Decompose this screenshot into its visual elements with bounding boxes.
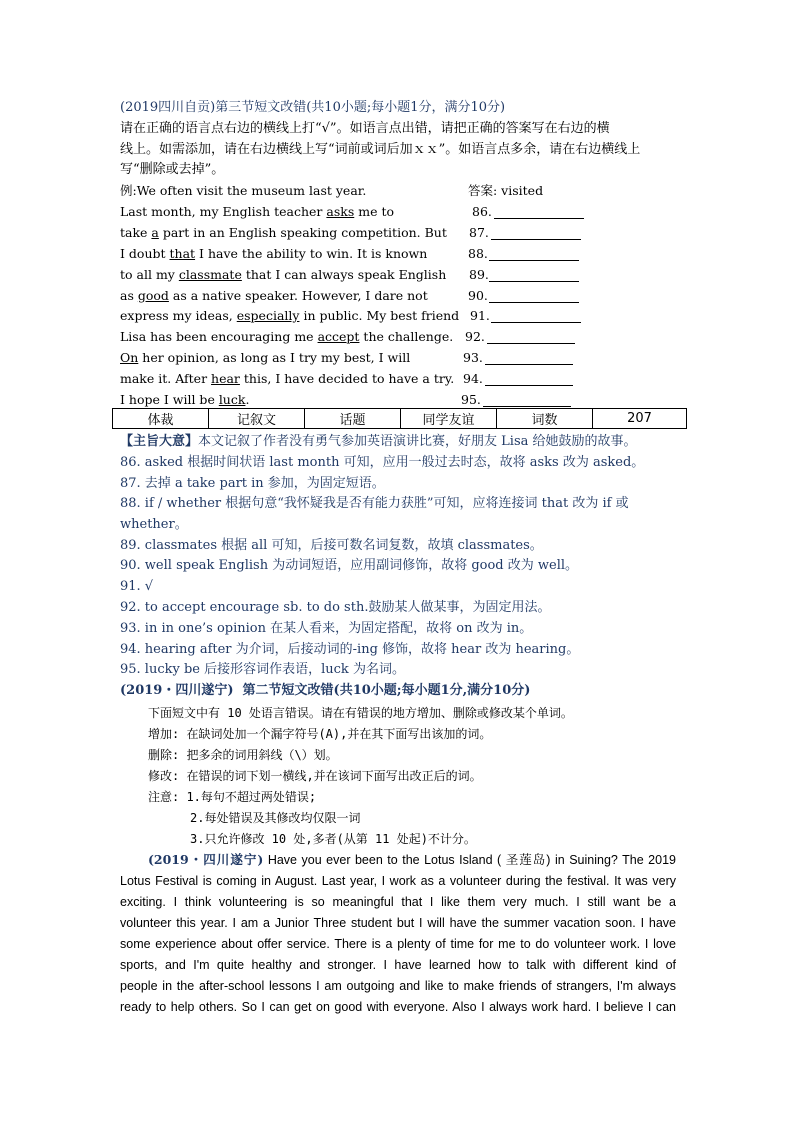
rule-line: 2.每处错误及其修改均仅限一词: [190, 811, 361, 825]
table-cell: 话题: [305, 409, 401, 429]
marked-word: On: [120, 350, 139, 365]
answer-line: 86. asked 根据时间状语 last month 可知，应用一般过去时态，故将 asks 改为 asked。: [120, 455, 645, 470]
question-number: 89.: [469, 267, 489, 282]
answer-line: 90. well speak English 为动词短语，应用副词修饰，故将 good 改为 well。: [120, 558, 579, 573]
answer-blank[interactable]: [485, 364, 573, 365]
question-number: 93.: [463, 350, 483, 365]
instruction-line: 请在正确的语言点右边的横线上打“√”。如语言点出错，请把正确的答案写在右边的横: [120, 121, 610, 136]
passage-text: the challenge.: [359, 329, 454, 344]
answer-blank[interactable]: [483, 406, 571, 407]
passage-text: that I can always speak English: [241, 267, 447, 282]
passage-text: take: [120, 225, 152, 240]
passage-line: [120, 350, 410, 366]
passage-text: me to: [354, 204, 394, 219]
answer-line: 92. to accept encourage sb. to do sth.鼓励某人做某事，为固定用法。: [120, 600, 551, 615]
passage-line: [120, 392, 249, 408]
passage-text: I have the ability to win. It is known: [195, 246, 428, 261]
passage-line: exciting. I think volunteering is so meaningful that I like them very much. I still want be a: [120, 895, 676, 909]
question-number: 91.: [470, 308, 490, 323]
summary-tag: 【主旨大意】: [120, 434, 199, 449]
passage-line: sports, and I'm quite healthy and stronger. I have learned how to talk with different kind of: [120, 958, 676, 972]
question-number: 86.: [472, 204, 492, 219]
rule-line: 注意: 1.每句不超过两处错误;: [148, 790, 317, 804]
question-number: 88.: [468, 246, 488, 261]
answer-line: 87. 去掉 a take part in 参加，为固定短语。: [120, 476, 385, 491]
passage-text: I hope I will be: [120, 392, 219, 407]
question-number: 92.: [465, 329, 485, 344]
table-row: [113, 409, 687, 429]
question-number: 90.: [468, 288, 488, 303]
answer-blank[interactable]: [491, 322, 581, 323]
marked-word: especially: [236, 308, 300, 323]
answer-line: 89. classmates 根据 all 可知，后接可数名词复数，故填 classmates。: [120, 538, 543, 553]
passage-text: make it. After: [120, 371, 212, 386]
marked-word: that: [169, 246, 196, 261]
table-cell: 词数: [497, 409, 593, 429]
summary-text: 本文记叙了作者没有勇气参加英语演讲比赛，好朋友 Lisa 给她鼓励的故事。: [198, 434, 637, 449]
marked-word: hear: [211, 371, 240, 386]
passage-text: in public. My best friend: [299, 308, 460, 323]
marked-word: luck: [218, 392, 246, 407]
rule-line: 增加: 在缺词处加一个漏字符号(A),并在其下面写出该加的词。: [148, 727, 492, 741]
section2-title: 第二节短文改错(共10小题;每小题1分,满分10分): [242, 683, 531, 698]
answer-line: 88. if / whether 根据句意“我怀疑我是否有能力获胜”可知，应将连接词 that 改为 if 或: [120, 496, 629, 511]
passage-line: [120, 246, 427, 262]
example-sentence: 例:We often visit the museum last year.: [120, 183, 367, 198]
answer-blank[interactable]: [489, 281, 579, 282]
answer-line: whether。: [120, 517, 188, 532]
passage-line: people in the after-school lessons I am outgoing and like to make friends of strangers, I'm always: [120, 979, 676, 993]
passage-line: [120, 267, 446, 283]
info-table: [112, 408, 687, 429]
passage-text: to all my: [120, 267, 179, 282]
table-cell: 体裁: [113, 409, 209, 429]
answer-blank[interactable]: [487, 343, 575, 344]
section2-source: (2019・四川遂宁): [120, 683, 234, 698]
marked-word: a: [151, 225, 159, 240]
rule-line: 下面短文中有 10 处语言错误。请在有错误的地方增加、删除或修改某个单词。: [148, 706, 573, 720]
marked-word: classmate: [178, 267, 242, 282]
table-cell: 207: [593, 409, 687, 429]
passage-text: Last month, my English teacher: [120, 204, 327, 219]
marked-word: good: [137, 288, 169, 303]
rule-line: 3.只允许修改 10 处,多者(从第 11 处起)不计分。: [190, 832, 476, 846]
passage-line: some experience about offer service. There is a plenty of time for me to do volunteer work. I love: [120, 937, 676, 951]
marked-word: accept: [317, 329, 360, 344]
answer-blank[interactable]: [489, 260, 579, 261]
instruction-line: 线上。如需添加，请在右边横线上写“词前或词后加ｘｘ”。如语言点多余，请在右边横线上: [120, 142, 641, 157]
passage-line: [120, 849, 676, 871]
passage-line: volunteer this year. I am a Junior Three student but I will have the summer vacation soon. I have: [120, 916, 676, 930]
passage-text: as a native speaker. However, I dare not: [168, 288, 428, 303]
table-cell: 同学友谊: [401, 409, 497, 429]
passage-line: [120, 288, 428, 304]
question-number: 94.: [463, 371, 483, 386]
question-number: 95.: [461, 392, 481, 407]
passage-text: .: [245, 392, 250, 407]
section2-passage: [120, 849, 676, 1018]
answer-line: 93. in in one’s opinion 在某人看来，为固定搭配，故将 on 改为 in。: [120, 621, 533, 636]
marked-word: asks: [326, 204, 355, 219]
passage-text: Have you ever been to the Lotus Island ( 圣莲岛) in Suining? The 2019: [263, 853, 676, 867]
passage-text: I doubt: [120, 246, 170, 261]
answer-line: 94. hearing after 为介词，后接动词的-ing 修饰，故将 hear 改为 hearing。: [120, 642, 580, 657]
answer-blank[interactable]: [494, 218, 584, 219]
passage-line: [120, 329, 453, 345]
answer-line: 91. √: [120, 579, 154, 594]
answer-blank[interactable]: [489, 302, 579, 303]
passage-text: as: [120, 288, 138, 303]
summary: [120, 434, 637, 450]
rule-line: 修改: 在错误的词下划一横线,并在该词下面写出改正后的词。: [148, 769, 482, 783]
answer-blank[interactable]: [491, 239, 581, 240]
passage-text: Lisa has been encouraging me: [120, 329, 318, 344]
answer-line: 95. lucky be 后接形容词作表语，luck 为名词。: [120, 662, 405, 677]
rule-line: 删除: 把多余的词用斜线（\）划。: [148, 748, 338, 762]
section2-header: [120, 683, 530, 699]
passage-source: (2019・四川遂宁): [148, 852, 264, 867]
passage-text: part in an English speaking competition. But: [158, 225, 447, 240]
answer-blank[interactable]: [485, 385, 573, 386]
instruction-line: 写“删除或去掉”。: [120, 162, 225, 177]
table-cell: 记叙文: [209, 409, 305, 429]
question-number: 87.: [469, 225, 489, 240]
passage-line: Lotus Festival is coming in August. Last year, I work as a volunteer during the festival. It was very: [120, 874, 676, 888]
section1-header: (2019四川自贡)第三节短文改错(共10小题;每小题1分，满分10分): [120, 100, 506, 115]
passage-text: her opinion, as long as I try my best, I will: [138, 350, 411, 365]
passage-text: this, I have decided to have a try.: [239, 371, 455, 386]
passage-line: [120, 308, 459, 324]
passage-line: [120, 204, 394, 220]
passage-text: express my ideas,: [120, 308, 237, 323]
passage-line: [120, 371, 454, 387]
passage-line: [120, 225, 447, 241]
passage-line: ready to help others. So I can get on good with everyone. Also I always work hard. I believe I can: [120, 1000, 676, 1014]
example-answer: 答案: visited: [468, 183, 544, 198]
